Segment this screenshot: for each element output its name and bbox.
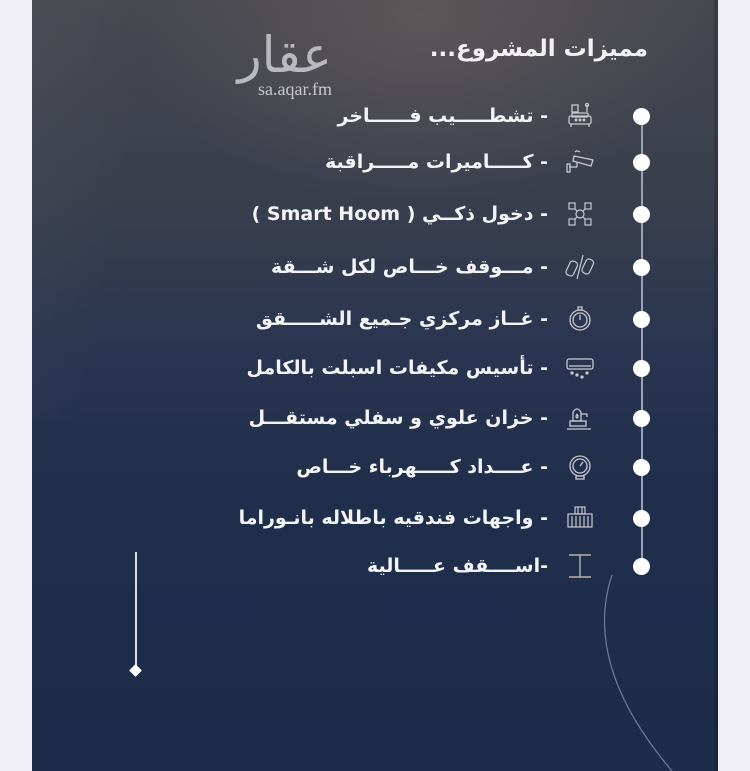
electric-meter-icon [565,453,595,481]
feature-label: - واجهات فندقيه باطلاله بانـوراما [238,507,548,529]
feature-item [32,96,718,136]
feature-item [32,348,718,388]
decorative-curve [562,575,702,771]
feature-label: - خزان علوي و سفلي مستقـــل [248,407,548,429]
gas-meter-icon [565,305,595,333]
feature-label: - تشطـــــيب فــــــاخر [337,105,548,127]
feature-label: - مـــوقف خـــاص لكل شـــقة [271,256,548,278]
timeline-dot [633,311,650,328]
feature-item [32,299,718,339]
aqar-watermark-logo [182,26,332,99]
feature-item [32,447,718,487]
feature-item [32,194,718,234]
feature-label: -اســــقف عـــــالية [367,555,548,577]
logo-url-text: sa.aqar.fm [258,79,332,99]
feature-label: - غــاز مركزي جـميع الشـــــقق [255,308,548,330]
feature-item [32,498,718,538]
security-camera-icon [565,148,595,176]
parking-cars-icon [565,253,595,281]
poster-title: مميزات المشروع... [429,36,648,62]
feature-item [32,142,718,182]
decorative-vertical-line [135,552,137,666]
feature-label: - دخول ذكــي ( Smart Hoom ) [251,203,548,225]
timeline-dot [633,154,650,171]
furniture-icon [565,102,595,130]
timeline-dot [633,410,650,427]
timeline-dot [633,510,650,527]
building-facade-icon [565,504,595,532]
logo-arabic-text: عقار [237,26,332,84]
timeline-dot [633,108,650,125]
features-poster [32,0,718,771]
smart-access-icon [565,200,595,228]
timeline-dot [633,206,650,223]
decorative-diamond [129,664,142,677]
feature-item [32,398,718,438]
water-tank-icon [565,404,595,432]
feature-label: - عــــداد كـــــهرباء خـــاص [296,456,548,478]
timeline-dot [633,259,650,276]
feature-label: - تأسيس مكيفات اسبلت بالكامل [246,357,548,379]
feature-label: - كـــــاميرات مـــــراقبة [325,151,548,173]
timeline-dot [633,558,650,575]
feature-item [32,247,718,287]
timeline-dot [633,360,650,377]
split-ac-icon [565,354,595,382]
timeline-dot [633,459,650,476]
